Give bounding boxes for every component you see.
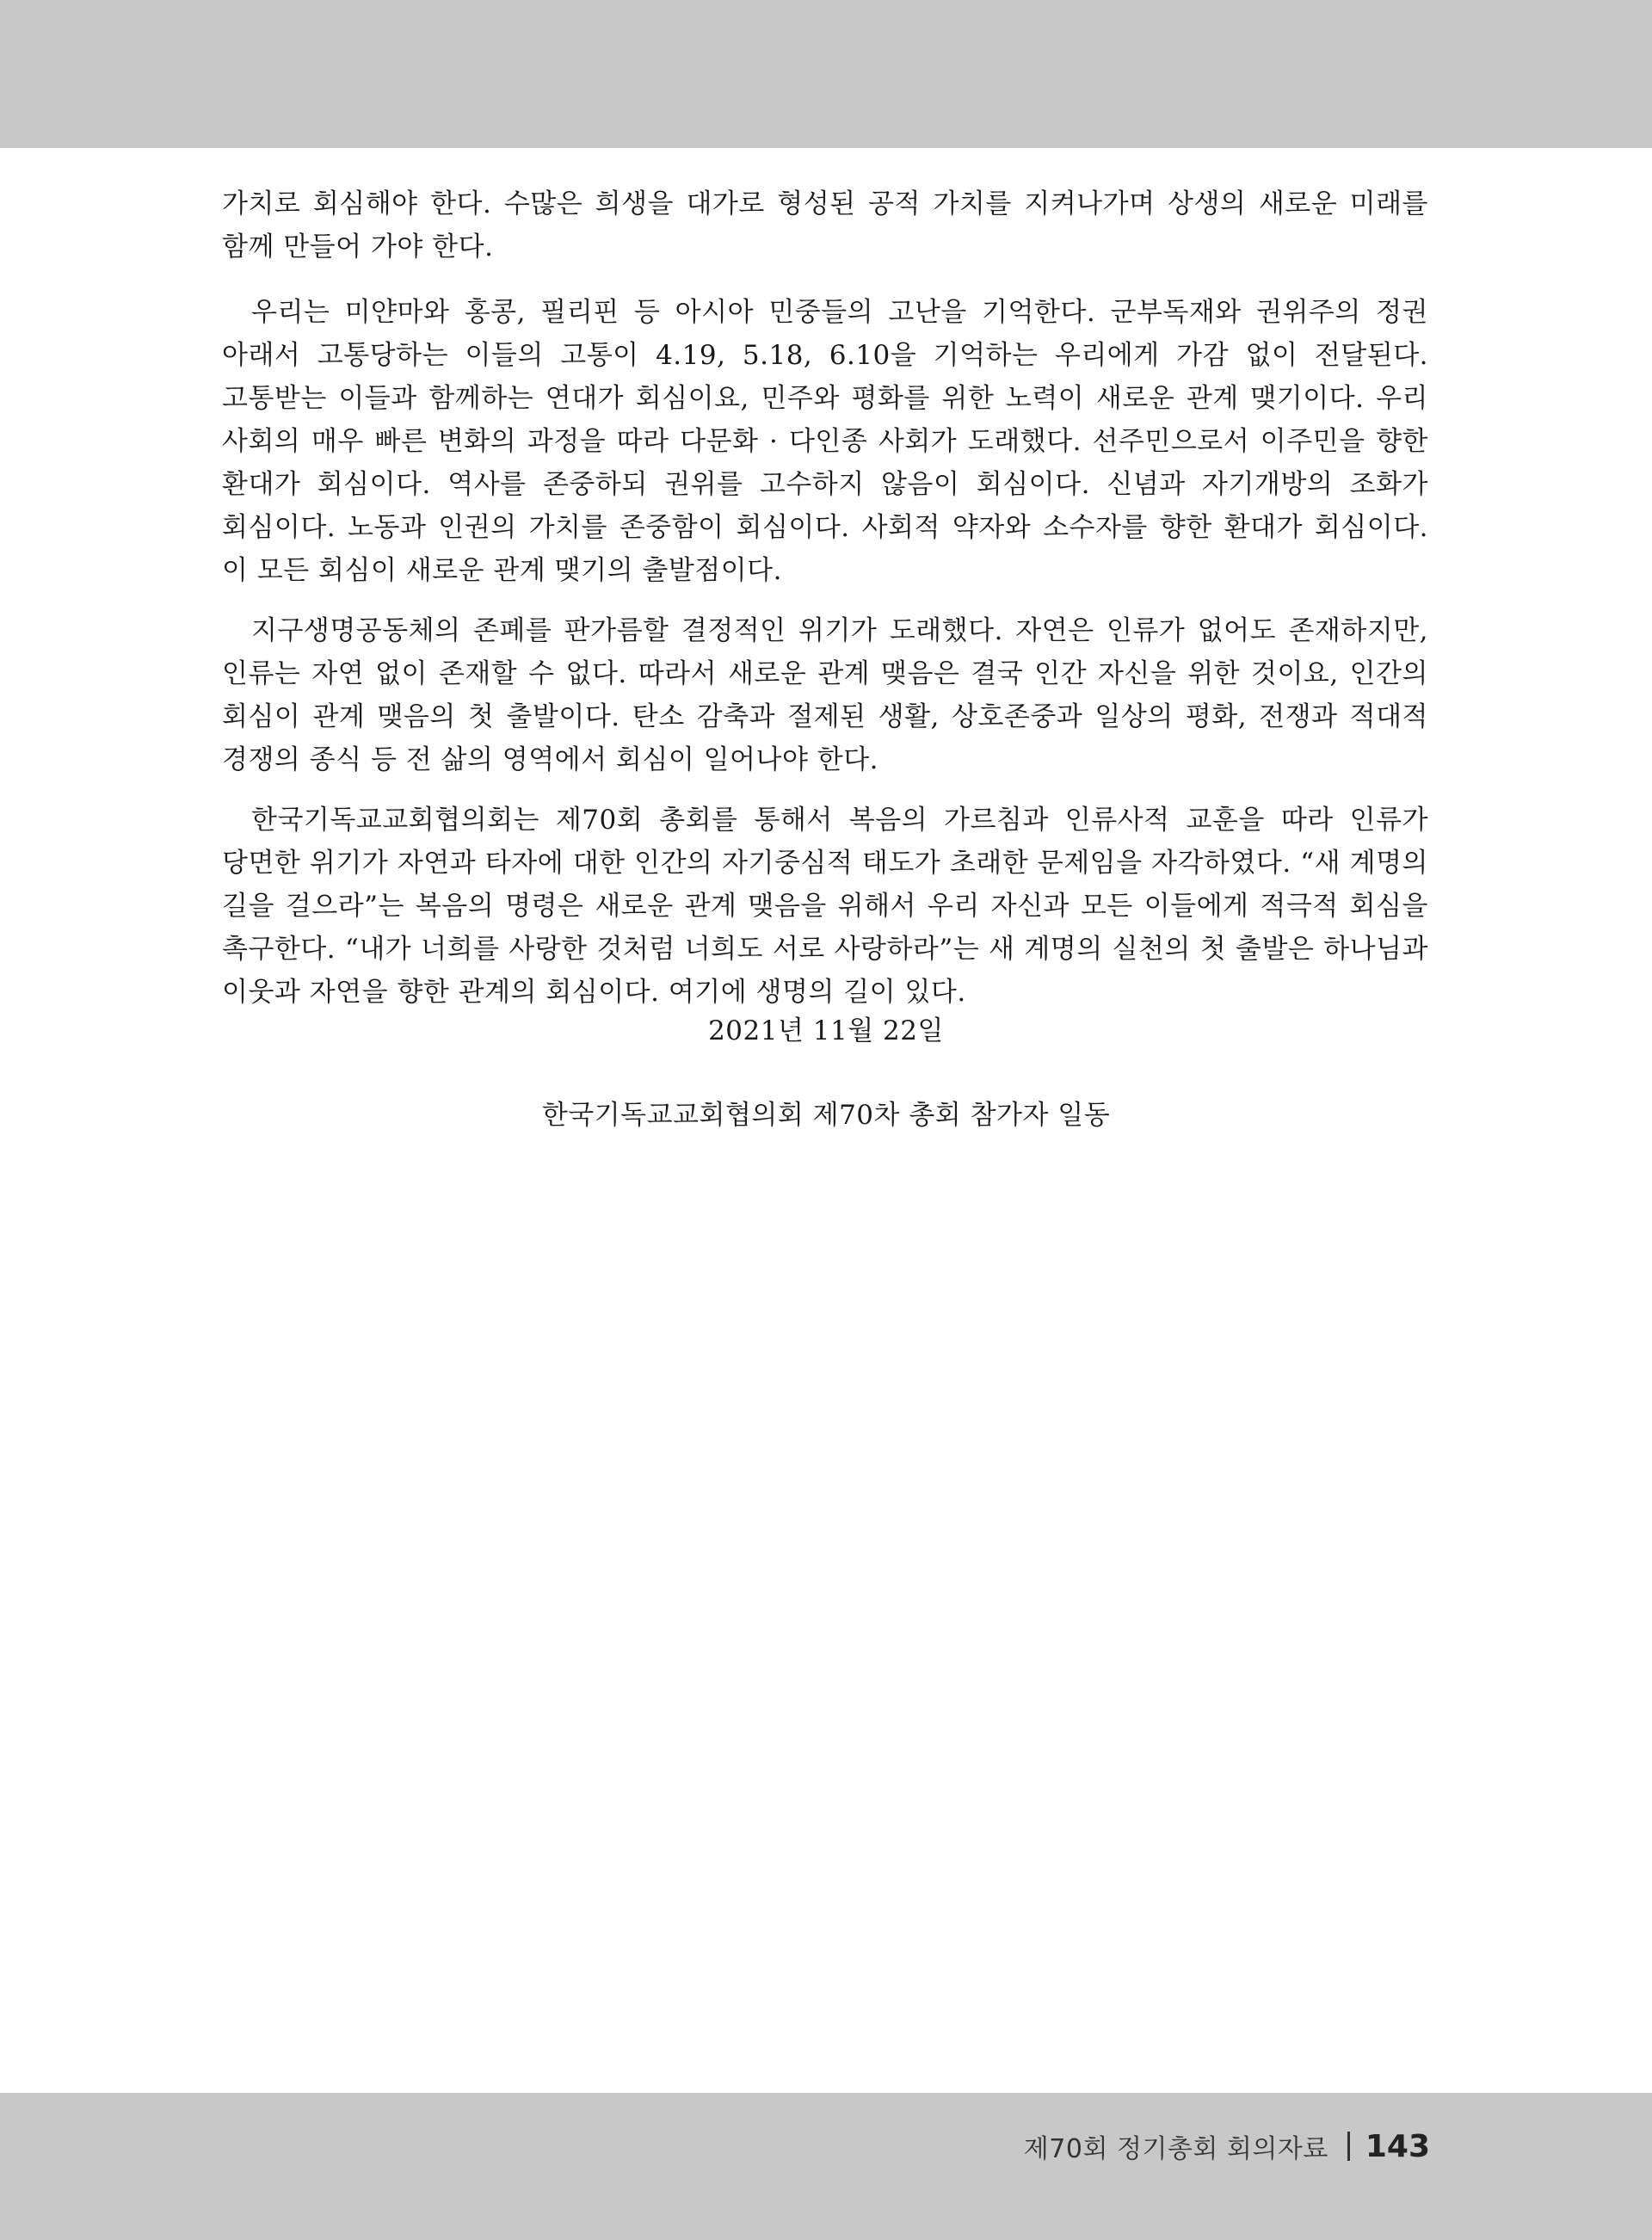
document-body xyxy=(222,182,1428,1031)
paragraph-4: 한국기독교교회협의회는 제70회 총회를 통해서 복음의 가르침과 인류사적 교훈을 따라 인류가 당면한 위기가 자연과 타자에 대한 인간의 자기중심적 태도가 초래한 문제임을 자각하였다. “새 계명의 길을 걸으라”는 복음의 명령은 새로운 관계 맺음을 위해서 우리 자신과 모든 이들에게 적극적 회심을 촉구한다. “내가 너희를 사랑한 것처럼 너희도 서로 사랑하라”는 새 계명의 실천의 첫 출발은 하나님과 이웃과 자연을 향한 관계의 회심이다. 여기에 생명의 길이 있다. xyxy=(222,805,1428,1008)
document-date: 2021년 11월 22일 xyxy=(708,1015,944,1046)
document-signatory: 한국기독교교회협의회 제70차 총회 참가자 일동 xyxy=(541,1100,1111,1131)
paragraph-1: 가치로 회심해야 한다. 수많은 희생을 대가로 형성된 공적 가치를 지켜나가며 상생의 새로운 미래를 함께 만들어 가야 한다. xyxy=(222,188,1428,262)
page-footer xyxy=(1024,2127,1430,2165)
footer-label: 제70회 정기총회 회의자료 xyxy=(1023,2134,1328,2164)
footer-divider xyxy=(1347,2132,1350,2161)
paragraph-2: 우리는 미얀마와 홍콩, 필리핀 등 아시아 민중들의 고난을 기억한다. 군부독재와 권위주의 정권 아래서 고통당하는 이들의 고통이 4.19, 5.18, 6.10을 기억하는 우리에게 가감 없이 전달된다. 고통받는 이들과 함께하는 연대가 회심이요, 민주와 평화를 위한 노력이 새로운 관계 맺기이다. 우리 사회의 매우 빠른 변화의 과정을 따라 다문화 · 다인종 사회가 도래했다. 선주민으로서 이주민을 향한 환대가 회심이다. 역사를 존중하되 권위를 고수하지 않음이 회심이다. 신념과 자기개방의 조화가 회심이다. 노동과 인권의 가치를 존중함이 회심이다. 사회적 약자와 소수자를 향한 환대가 회심이다. 이 모든 회심이 새로운 관계 맺기의 출발점이다. xyxy=(222,297,1428,586)
paragraph-3: 지구생명공동체의 존폐를 판가름할 결정적인 위기가 도래했다. 자연은 인류가 없어도 존재하지만, 인류는 자연 없이 존재할 수 없다. 따라서 새로운 관계 맺음은 결국 인간 자신을 위한 것이요, 인간의 회심이 관계 맺음의 첫 출발이다. 탄소 감축과 절제된 생활, 상호존중과 일상의 평화, 전쟁과 적대적 경쟁의 종식 등 전 삶의 영역에서 회심이 일어나야 한다. xyxy=(222,615,1428,775)
header-band xyxy=(0,0,1652,148)
page-number: 143 xyxy=(1365,2128,1430,2164)
footer-band xyxy=(0,2093,1652,2240)
